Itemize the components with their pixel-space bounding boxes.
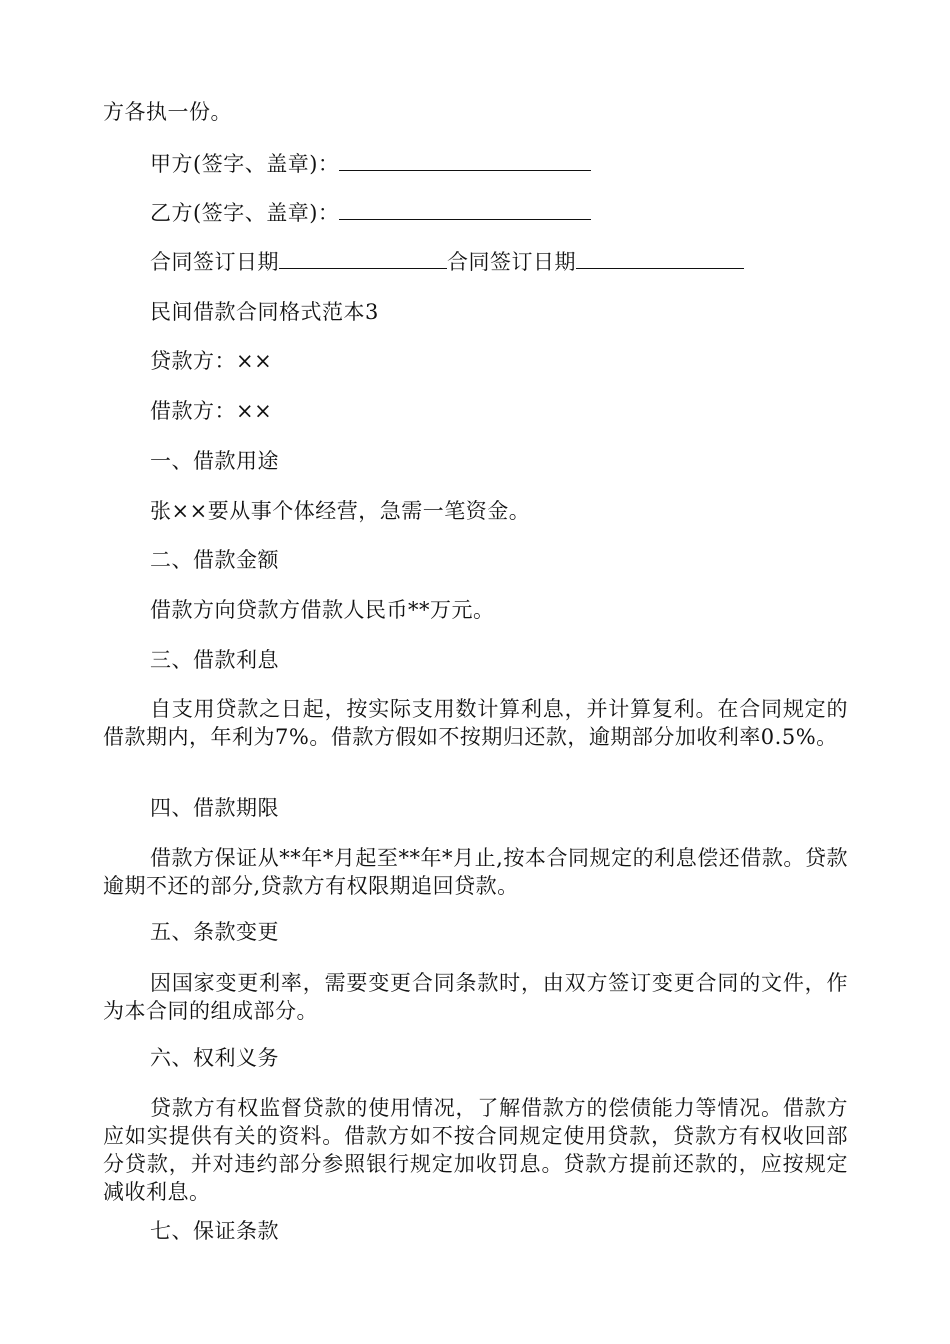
signing-date-label-1: 合同签订日期: [150, 250, 279, 274]
section-heading: 四、借款期限: [150, 796, 279, 820]
signing-date-label-2: 合同签订日期: [447, 250, 576, 274]
party-b-blank: [339, 199, 591, 220]
template-title: 民间借款合同格式范本3: [150, 300, 379, 324]
signing-date-blank-1: [279, 248, 447, 269]
section-body: 借款方向贷款方借款人民币**万元。: [150, 598, 495, 622]
section-heading: 五、条款变更: [150, 920, 279, 944]
section-heading: 三、借款利息: [150, 648, 279, 672]
section-heading: 七、保证条款: [150, 1219, 279, 1243]
continuation-text: 方各执一份。: [103, 100, 232, 124]
section-body: 贷款方有权监督贷款的使用情况，了解借款方的偿债能力等情况。借款方应如实提供有关的资料。借款方如不按合同规定使用贷款，贷款方有权收回部分贷款，并对违约部分参照银行规定加收罚息。贷款方提前还款的，应按规定减收利息。: [103, 1096, 848, 1204]
section-body: 因国家变更利率，需要变更合同条款时，由双方签订变更合同的文件，作为本合同的组成部分。: [103, 971, 848, 1023]
section-heading: 二、借款金额: [150, 548, 279, 572]
party-a-blank: [339, 150, 591, 171]
section-heading: 六、权利义务: [150, 1046, 279, 1070]
party-b-label: 乙方(签字、盖章)：: [150, 201, 340, 225]
lender-line: 贷款方：××: [150, 349, 273, 373]
section-body: 借款方保证从**年*月起至**年*月止,按本合同规定的利息偿还借款。贷款逾期不还的部分,贷款方有权限期追回贷款。: [103, 846, 848, 898]
signing-date-blank-2: [576, 248, 744, 269]
signing-date-line: [150, 248, 900, 276]
party-b-signature-line: [150, 199, 900, 227]
section-heading: 一、借款用途: [150, 449, 279, 473]
borrower-line: 借款方：××: [150, 399, 273, 423]
section-body: 自支用贷款之日起，按实际支用数计算利息，并计算复利。在合同规定的借款期内，年利为7%。借款方假如不按期归还款，逾期部分加收利率0.5%。: [103, 697, 848, 749]
section-body: 张××要从事个体经营，急需一笔资金。: [150, 499, 531, 523]
party-a-label: 甲方(签字、盖章)：: [150, 152, 340, 176]
party-a-signature-line: [150, 150, 900, 178]
